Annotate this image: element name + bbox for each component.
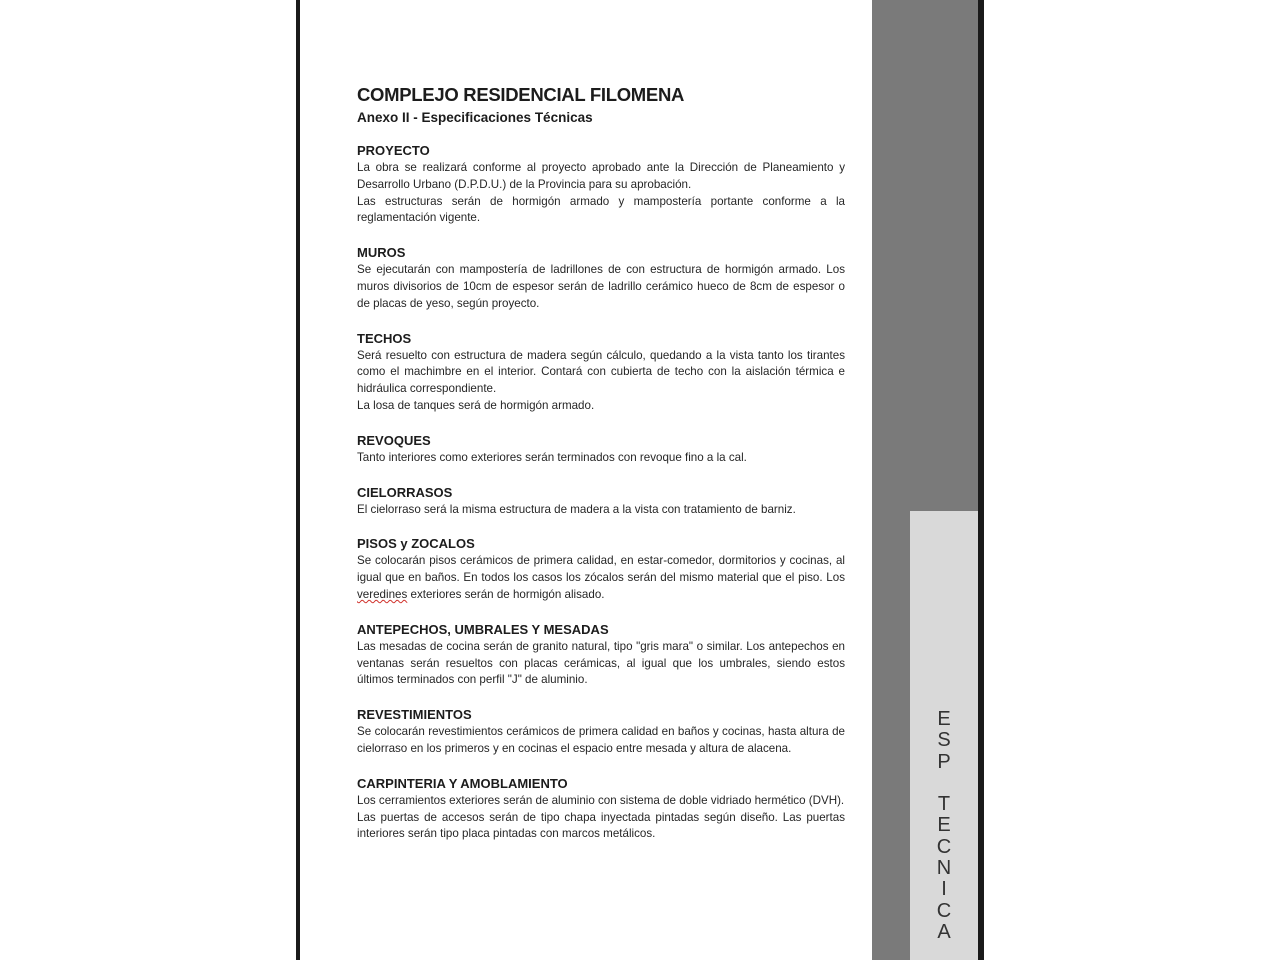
- section-paragraph: Tanto interiores como exteriores serán terminados con revoque fino a la cal.: [357, 450, 747, 464]
- paragraph-text: Se colocarán pisos cerámicos de primera calidad, en estar-comedor, dormitorios y cocinas, al igual que en baños. En todos los casos los zócalos serán del mismo material que el piso. Los: [357, 554, 845, 585]
- section: [357, 621, 845, 689]
- section-heading: PROYECTO: [357, 143, 430, 158]
- section-paragraph: Las puertas de accesos serán de tipo chapa inyectada pintadas según diseño. Las puertas interiores serán tipo placa pintadas con marcos metálicos.: [357, 810, 845, 841]
- side-tab: [910, 511, 978, 960]
- section-heading: ANTEPECHOS, UMBRALES Y MESADAS: [357, 621, 609, 637]
- section-heading: PISOS y ZOCALOS: [357, 536, 475, 552]
- section-paragraph: El cielorraso será la misma estructura de madera a la vista con tratamiento de barniz.: [357, 502, 796, 516]
- section-heading: CIELORRASOS: [357, 484, 453, 500]
- paragraph-text: exteriores serán de hormigón alisado.: [407, 587, 605, 601]
- section-paragraph: Será resuelto con estructura de madera según cálculo, quedando a la vista tanto los tirantes como el machimbre en el interior. Contará con cubierta de techo con la aislación térmica e hidráulica correspondiente.: [357, 348, 845, 396]
- section-paragraph: Las estructuras serán de hormigón armado y mampostería portante conforme a la reglamentación vigente.: [357, 194, 845, 225]
- section-paragraph: Se colocarán revestimientos cerámicos de primera calidad en baños y cocinas, hasta altura de cielorraso en los primeros y en cocinas el espacio entre mesada y altura de alacena.: [357, 725, 845, 755]
- side-tab-letter: C: [936, 899, 952, 922]
- section-paragraph: [357, 553, 845, 603]
- section-heading: MUROS: [357, 245, 406, 261]
- section: [357, 484, 845, 519]
- side-tab-letter: [910, 773, 978, 794]
- section-heading: REVESTIMIENTOS: [357, 707, 472, 723]
- side-tab-letter: T: [937, 793, 951, 816]
- side-tab-letter: S: [937, 729, 951, 752]
- section-heading: CARPINTERIA Y AMOBLAMIENTO: [357, 775, 568, 791]
- section: [357, 244, 845, 312]
- section: [357, 535, 845, 603]
- section: [357, 432, 845, 467]
- side-tab-letter: C: [936, 835, 952, 858]
- section: [357, 330, 845, 415]
- section-heading: TECHOS: [357, 330, 412, 346]
- document-subtitle: Anexo II - Especificaciones Técnicas: [357, 110, 593, 125]
- document-title: COMPLEJO RESIDENCIAL FILOMENA: [357, 84, 685, 105]
- section-paragraph: Los cerramientos exteriores serán de aluminio con sistema de doble vidriado hermético (DVH).: [357, 793, 845, 807]
- section-paragraph: La losa de tanques será de hormigón armado.: [357, 398, 595, 412]
- section-paragraph: Las mesadas de cocina serán de granito natural, tipo "gris mara" o similar. Los antepechos en ventanas serán resueltos con placas cerámicas, al igual que los umbrales, siendo estos últimos terminados con perfil "J" de aluminio.: [357, 639, 845, 687]
- side-tab-letter: E: [937, 708, 951, 730]
- section-paragraph: La obra se realizará conforme al proyecto aprobado ante la Dirección de Planeamiento y Desarrollo Urbano (D.P.D.U.) de la Provincia para su aprobación.: [357, 161, 845, 191]
- side-tab-letter: E: [937, 814, 951, 837]
- side-tab-letter: N: [936, 857, 952, 880]
- side-tab-letter: I: [941, 878, 947, 901]
- side-tab-letter: P: [937, 750, 951, 773]
- section: [357, 706, 845, 758]
- section-paragraph: Se ejecutarán con mampostería de ladrillones de con estructura de hormigón armado. Los muros divisorios de 10cm de espesor serán de ladrillo cerámico hueco de 8cm de espesor o de placas de yeso, según proyecto.: [357, 263, 845, 310]
- section-heading: REVOQUES: [357, 432, 431, 448]
- side-tab-letter: A: [937, 920, 951, 943]
- section: [357, 142, 845, 227]
- document-content: [357, 83, 845, 843]
- spellcheck-flagged-word: veredines: [357, 587, 408, 601]
- section: [357, 775, 845, 843]
- sections-container: [357, 142, 845, 843]
- side-tab-label: [910, 709, 978, 943]
